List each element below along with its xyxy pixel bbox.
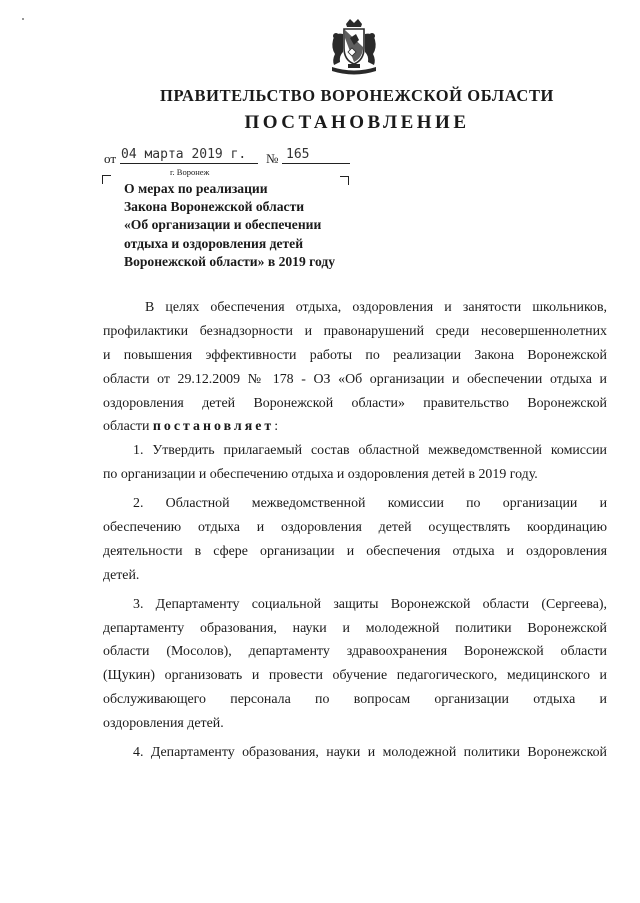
date-prefix: от (104, 151, 117, 166)
body-line: оздоровления детей Воронежской области» правительство Воронежской (103, 395, 607, 411)
document-type: ПОСТАНОВЛЕНИЕ (244, 112, 470, 133)
subject-line: О мерах по реализации (124, 181, 268, 196)
document-number: 165 (286, 147, 310, 162)
subject-line: Закона Воронежской области (124, 199, 305, 215)
date-underline (120, 163, 258, 164)
subject-line: Воронежской области» в 2019 году (124, 253, 336, 269)
item-2-line: обеспечению отдыха и оздоровления детей осуществлять координацию (103, 520, 607, 536)
number-underline (282, 163, 350, 164)
subject-line: «Об организации и обеспечении (124, 217, 322, 233)
item-4-line: 4. Департаменту образования, науки и молодежной политики Воронежской (133, 745, 607, 761)
document-date: 04 марта 2019 г. (121, 147, 247, 162)
item-2-line: деятельности в сфере организации и обеспечения отдыха и оздоровления (103, 543, 607, 559)
subject-block (124, 180, 404, 271)
item-3-line: 3. Департаменту социальной защиты Воронежской области (Сергеева), (133, 596, 607, 612)
body-line: профилактики безнадзорности и правонарушений среди несовершеннолетних (103, 323, 607, 339)
item-1-line: 1. Утвердить прилагаемый состав областной межведомственной комиссии (133, 443, 607, 459)
item-2-line: детей. (103, 567, 140, 583)
scan-speck (22, 18, 24, 20)
body-line: области от 29.12.2009 № 178 - ОЗ «Об организации и обеспечении отдыха и (103, 371, 607, 387)
coat-of-arms-icon (326, 18, 382, 78)
body-text: области (103, 419, 150, 435)
subject-line: отдыха и оздоровления детей (124, 235, 304, 251)
item-3-line: области (Мосолов), департаменту здравоохранения Воронежской области (103, 644, 607, 660)
item-3-line: департаменту образования, науки и молодежной политики Воронежской (103, 620, 607, 636)
number-prefix: № (266, 151, 279, 166)
document-body (103, 296, 607, 765)
resolves-word: постановляет (152, 419, 275, 435)
body-line: и повышения эффективности работы по реализации Закона Воронежской (103, 347, 607, 363)
item-3-line: (Щукин) организовать и провести обучение педагогического, медицинского и (103, 668, 607, 684)
item-3-line: обслуживающего персонала по вопросам организации отдыха и (103, 692, 607, 708)
resolves-line (103, 415, 607, 439)
item-1-line: по организации и обеспечению отдыха и оздоровления детей в 2019 году. (103, 467, 538, 483)
government-title: ПРАВИТЕЛЬСТВО ВОРОНЕЖСКОЙ ОБЛАСТИ (160, 86, 554, 105)
bracket-top-left (102, 175, 111, 184)
item-3-line: оздоровления детей. (103, 716, 224, 732)
body-line: В целях обеспечения отдыха, оздоровления и занятости школьников, (145, 300, 607, 315)
document-city: г. Воронеж (170, 167, 210, 177)
resolves-colon: : (274, 419, 279, 435)
item-2-line: 2. Областной межведомственной комиссии по организации и (133, 496, 607, 512)
